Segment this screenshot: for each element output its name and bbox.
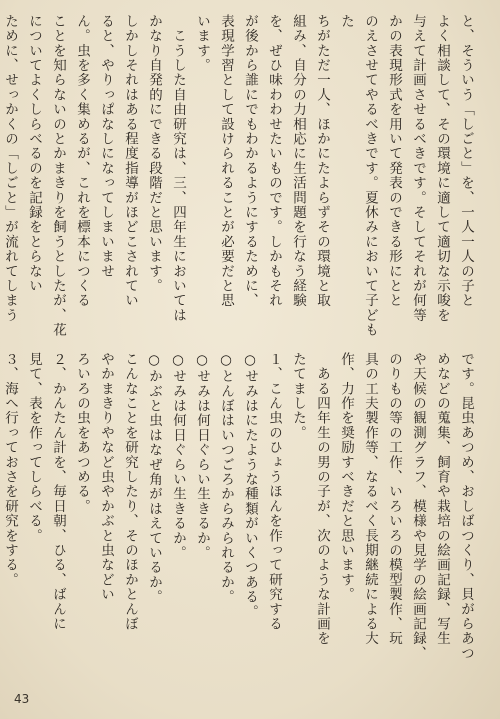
text-column: と、そういう「しごと」を、一人一人の子と	[458, 14, 474, 308]
text-column: ３、海へ行っておさを研究をする。	[2, 352, 18, 588]
text-column: かなり自発的にできる段階だと思います。	[146, 14, 162, 294]
text-column: 作、力作を奨励すべきだと思います。	[338, 352, 354, 602]
bottom-text-block	[2, 352, 478, 682]
text-column: ると、やりっぱなしになってしまいませ	[98, 14, 114, 279]
text-column: たてました。	[290, 352, 306, 441]
text-column: を、ぜひ味わわせたいものです。しかもそれ	[266, 14, 282, 308]
text-column: 与えて計画させるべきです。そしてそれが何等	[410, 14, 426, 323]
text-column: よく相談して、その環境に適して適切な示唆を	[434, 14, 450, 323]
text-column: こんなことを研究したり、そのほかとんぼ	[122, 352, 138, 632]
text-column: です。昆虫あつめ、おしばつくり、貝がらあつ	[458, 352, 474, 661]
text-column: 表現学習として設けられることが必要だと思	[218, 14, 234, 308]
text-column: ○せみは何日ぐらい生きるか。	[170, 352, 186, 561]
text-column: ○とんぼはいつごろからみられるか。	[218, 352, 234, 605]
text-column: ことを知らないのとかまきりを飼うとしたが、花	[50, 14, 66, 338]
text-column: のりもの等の工作、いろいろの模型製作、玩	[386, 352, 402, 646]
text-column: ○せみは何日ぐらい生きるか。	[194, 352, 210, 561]
text-column: が後から誰にでもわかるようにするために、	[242, 14, 258, 308]
text-column: かの表現形式を用いて発表のできる形にとと	[386, 14, 402, 308]
text-column: ろいろの虫をあつめる。	[74, 352, 90, 514]
text-column: やかまきりやなど虫やかぶと虫などい	[98, 352, 114, 602]
top-text-block	[2, 14, 478, 340]
page-number: 43	[14, 692, 30, 706]
text-column: ちがただ一人、ほかにたよらずその環境と取	[314, 14, 330, 308]
text-column: 見て、表を作ってしらべる。	[26, 352, 42, 544]
text-column: ２、かんたん計を、毎日朝、ひる、ばんに	[50, 352, 66, 632]
text-column: 組み、自分の力相応に生活問題を行なう経験	[290, 14, 306, 308]
text-column: のえさせてやるべきです。夏休みにおいて子どもた	[338, 14, 378, 338]
text-column: ん。虫を多く集めるが、これを標本につくる	[74, 14, 90, 308]
text-column: や天候の観測グラフ、模様や見学の絵画記録、	[410, 352, 426, 661]
text-column: ある四年生の男の子が、次のような計画を	[314, 352, 330, 646]
text-column: についてよくしらべるのを記録をとらない	[26, 14, 42, 294]
text-column: ために、せっかくの「しごと」が流れてしまう	[2, 14, 18, 323]
text-column: こうした自由研究は、三、四年生においては	[170, 14, 186, 323]
text-column: います。	[194, 14, 210, 73]
text-column: １、こん虫のひょうほんを作って研究する	[266, 352, 282, 632]
text-column: めなどの蒐集、飼育や栽培の絵画記録、写生	[434, 352, 450, 646]
text-column: ○せみはにたような種類がいくつある。	[242, 352, 258, 620]
text-column: 具の工夫製作等、なるべく長期継続による大	[362, 352, 378, 646]
text-column: しかしそれはある程度指導がほどこされてい	[122, 14, 138, 308]
text-column: ○かぶと虫はなぜ角がはえているか。	[146, 352, 162, 605]
